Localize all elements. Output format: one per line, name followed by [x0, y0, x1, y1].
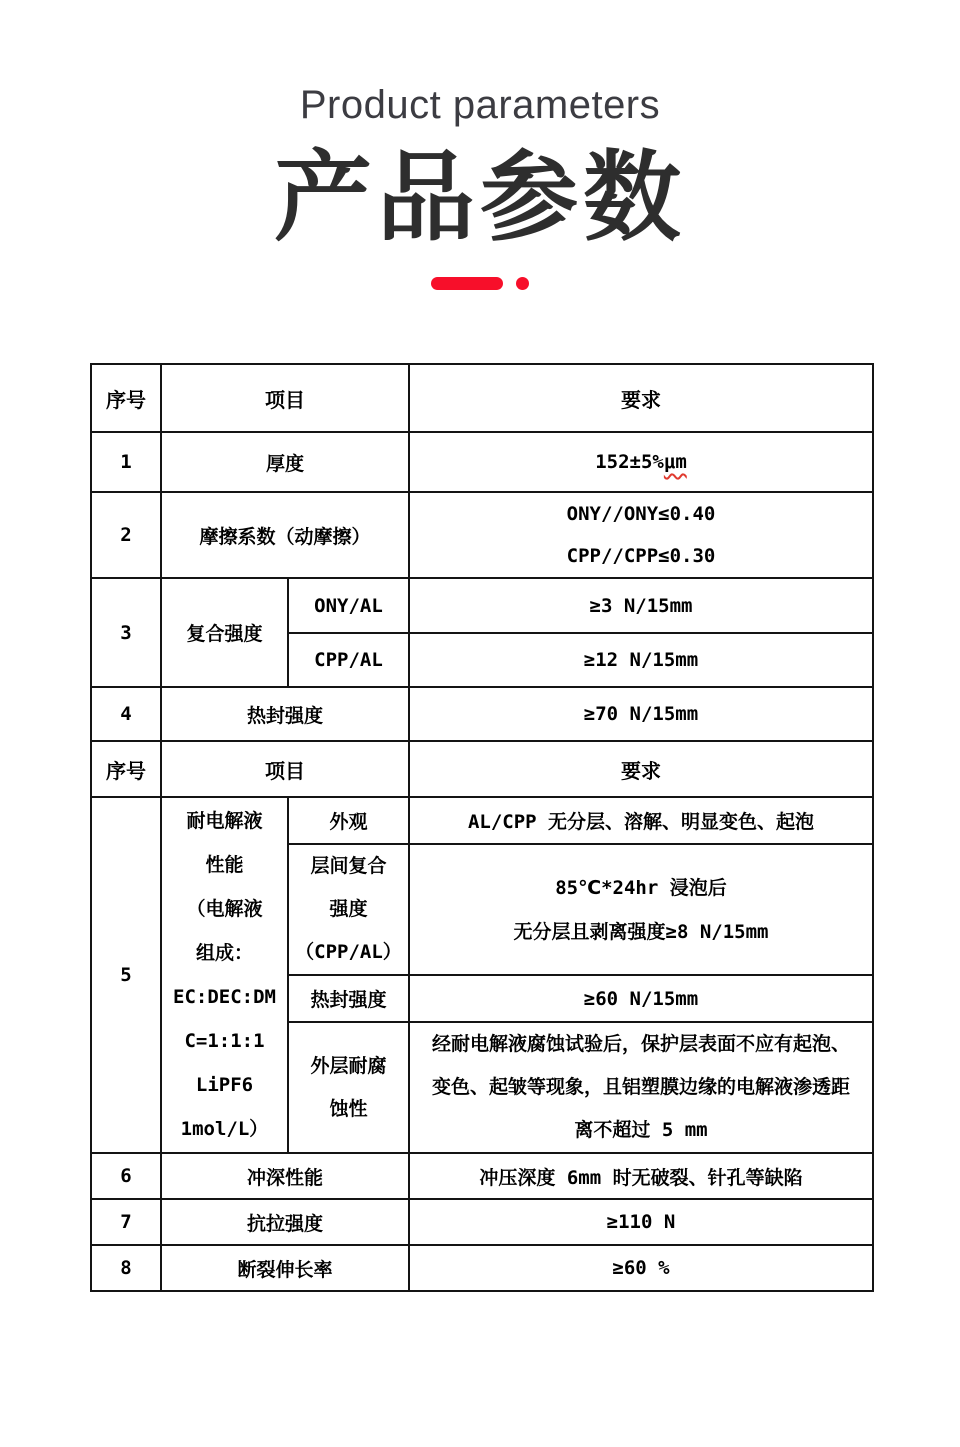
row2-no-cell: 2 — [91, 492, 161, 578]
row5-sub2-item-line3: （CPP/AL） — [295, 941, 402, 963]
row5-sub2-item-line1: 层间复合 — [310, 855, 387, 877]
row5-no-cell: 5 — [91, 797, 161, 1153]
row2-req-line1: ONY//ONY≤0.40 — [566, 503, 716, 525]
row5-item-line8: 1mol/L） — [180, 1118, 269, 1140]
row1-no-cell: 1 — [91, 432, 161, 492]
row5-sub2-req-line2: 无分层且剥离强度≥8 N/15mm — [513, 920, 769, 943]
row4-item-cell: 热封强度 — [161, 687, 409, 741]
row5-sub3-req-cell: ≥60 N/15mm — [409, 975, 873, 1022]
row6-item-cell: 冲深性能 — [161, 1153, 409, 1199]
row3-sub1-item-cell: ONY/AL — [288, 578, 409, 633]
header2-req-cell: 要求 — [409, 741, 873, 797]
row2-req-cell — [409, 492, 873, 578]
row3-no-cell: 3 — [91, 578, 161, 687]
row5-sub4-item-line1: 外层耐腐 — [310, 1054, 387, 1077]
row5-item-line1: 耐电解液 — [186, 810, 263, 832]
page-title: 产品参数 — [273, 142, 686, 252]
title-divider — [0, 276, 960, 290]
header-req-cell: 要求 — [409, 364, 873, 432]
row5-item-line7: LiPF6 — [195, 1074, 254, 1096]
table-row-1 — [91, 432, 873, 492]
row8-no-cell: 8 — [91, 1245, 161, 1291]
row5-sub2-item-cell — [288, 844, 409, 975]
page-header — [0, 84, 960, 290]
row5-item-line4: 组成： — [195, 942, 253, 964]
row5-sub2-item-line2: 强度 — [329, 898, 368, 920]
row3-sub2-req-cell: ≥12 N/15mm — [409, 633, 873, 687]
row5-sub3-item-cell: 热封强度 — [288, 975, 409, 1022]
header-item-cell: 项目 — [161, 364, 409, 432]
table-row-4 — [91, 687, 873, 741]
row7-req-cell: ≥110 N — [409, 1199, 873, 1245]
row5-sub2-req-line1: 85℃*24hr 浸泡后 — [555, 876, 727, 899]
divider-bar — [431, 277, 503, 290]
row5-item-line3: （电解液 — [186, 898, 263, 920]
table-row-5a — [91, 797, 873, 844]
table-header-row-2 — [91, 741, 873, 797]
row7-item-cell: 抗拉强度 — [161, 1199, 409, 1245]
table-row-2 — [91, 492, 873, 578]
row1-req-unit: μm — [663, 451, 687, 473]
row2-item-cell: 摩擦系数（动摩擦） — [161, 492, 409, 578]
row1-req-cell — [409, 432, 873, 492]
row5-item-line2: 性能 — [205, 854, 244, 876]
table-row-8 — [91, 1245, 873, 1291]
row6-req-cell: 冲压深度 6mm 时无破裂、针孔等缺陷 — [409, 1153, 873, 1199]
header2-no-cell: 序号 — [91, 741, 161, 797]
row5-item-line6: C=1:1:1 — [184, 1030, 265, 1052]
row4-no-cell: 4 — [91, 687, 161, 741]
subtitle-english: Product parameters — [299, 83, 661, 127]
row5-sub1-req-cell: AL/CPP 无分层、溶解、明显变色、起泡 — [409, 797, 873, 844]
row8-req-cell: ≥60 % — [409, 1245, 873, 1291]
row3-sub1-req-cell: ≥3 N/15mm — [409, 578, 873, 633]
header-no-cell: 序号 — [91, 364, 161, 432]
table-row-7 — [91, 1199, 873, 1245]
row5-sub4-req-line3: 离不超过 5 mm — [574, 1119, 708, 1141]
table-row-3a — [91, 578, 873, 633]
row1-req-value: 152±5% — [595, 451, 664, 473]
row2-req-line2: CPP//CPP≤0.30 — [566, 545, 716, 567]
table-row-6 — [91, 1153, 873, 1199]
row3-sub2-item-cell: CPP/AL — [288, 633, 409, 687]
row4-req-cell: ≥70 N/15mm — [409, 687, 873, 741]
row1-item-cell: 厚度 — [161, 432, 409, 492]
row5-sub4-req-line2: 变色、起皱等现象，且铝塑膜边缘的电解液渗透距 — [431, 1076, 850, 1098]
row5-sub4-req-line1: 经耐电解液腐蚀试验后，保护层表面不应有起泡、 — [431, 1033, 850, 1055]
row5-sub2-req-cell — [409, 844, 873, 975]
row5-sub1-item-cell: 外观 — [288, 797, 409, 844]
row5-sub4-item-cell — [288, 1022, 409, 1153]
parameters-table — [90, 363, 874, 1292]
row7-no-cell: 7 — [91, 1199, 161, 1245]
row6-no-cell: 6 — [91, 1153, 161, 1199]
row8-item-cell: 断裂伸长率 — [161, 1245, 409, 1291]
row5-item-cell — [161, 797, 288, 1153]
row3-item-cell: 复合强度 — [161, 578, 288, 687]
table-header-row-1 — [91, 364, 873, 432]
row5-sub4-item-line2: 蚀性 — [329, 1097, 368, 1120]
row5-sub4-req-cell — [409, 1022, 873, 1153]
row5-item-line5: EC:DEC:DM — [173, 986, 276, 1008]
header2-item-cell: 项目 — [161, 741, 409, 797]
divider-dot — [516, 277, 529, 290]
